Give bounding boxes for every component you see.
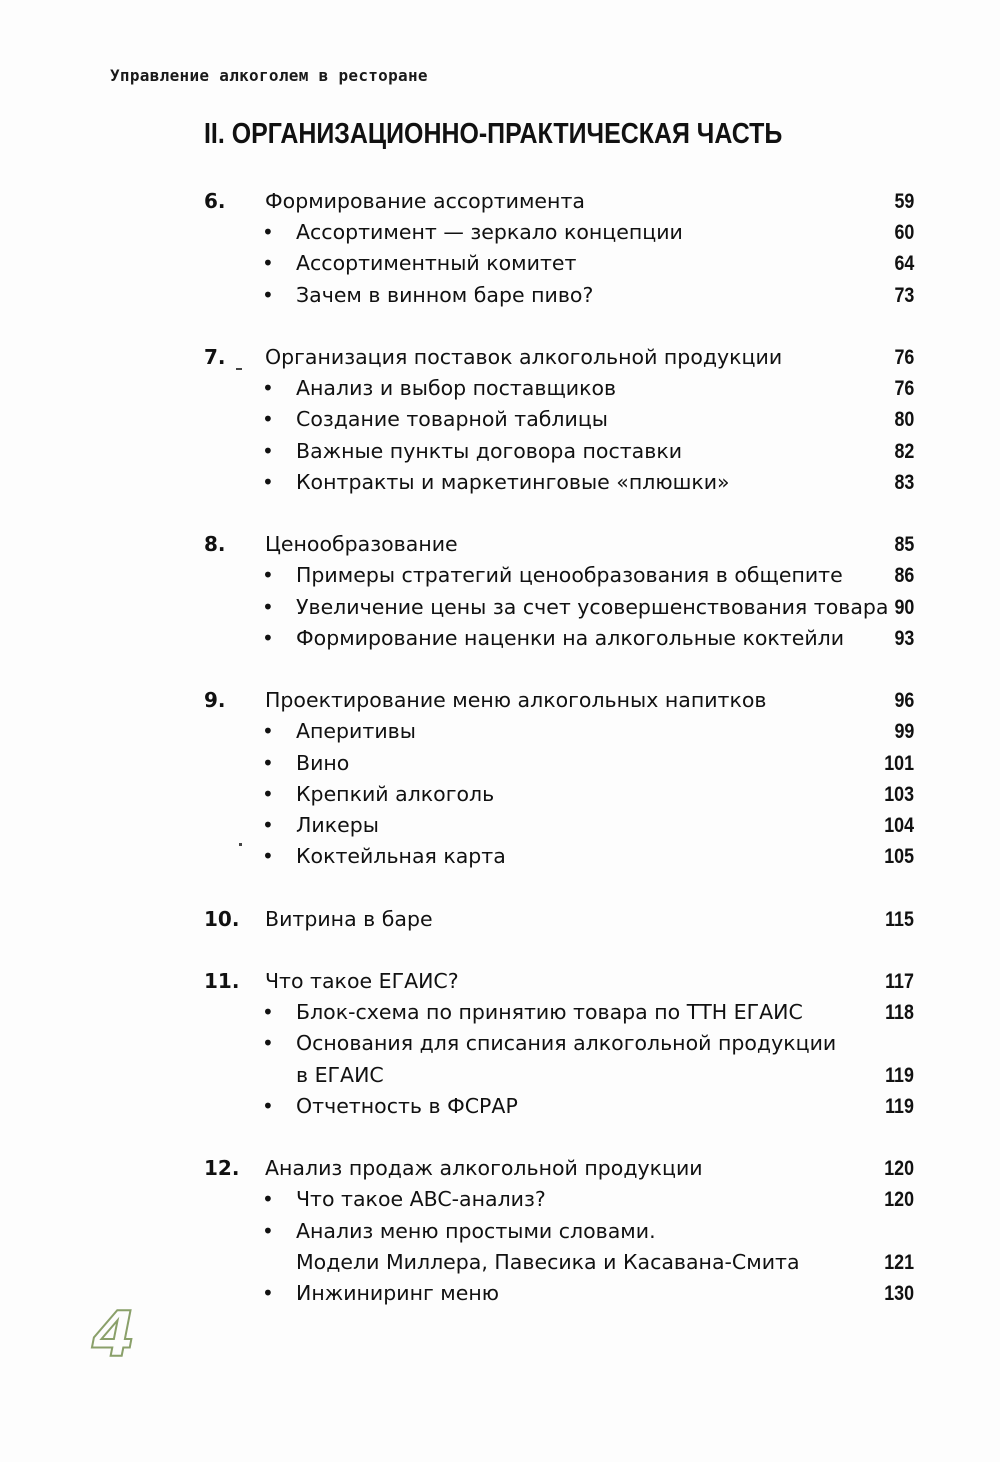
section-title: Формирование наценки на алкогольные коктейли (296, 625, 845, 650)
toc-chapter-row[interactable] (0, 186, 1000, 217)
section-title: Создание товарной таблицы (296, 407, 608, 432)
section-title: Основания для списания алкогольной продукции (296, 1031, 837, 1056)
section-title: Вино (296, 750, 350, 775)
section-page-number: 119 (885, 1063, 914, 1087)
section-title: Что такое ABC-анализ? (296, 1187, 546, 1212)
bullet-icon: • (262, 594, 274, 619)
section-page-number: 83 (894, 470, 914, 494)
bullet-icon: • (262, 1031, 274, 1056)
toc-section-row[interactable] (0, 748, 1000, 779)
toc-chapter-row[interactable] (0, 966, 1000, 997)
chapter-page-number: 115 (885, 907, 914, 931)
toc-section-row[interactable] (0, 280, 1000, 311)
bullet-icon: • (262, 251, 274, 276)
section-title: Ликеры (296, 813, 379, 837)
print-speck (236, 368, 242, 370)
toc-section-row[interactable] (0, 841, 1000, 872)
chapter-title: Витрина в баре (265, 906, 433, 931)
toc-section-row[interactable] (0, 373, 1000, 404)
section-title: Зачем в винном баре пиво? (296, 282, 594, 307)
toc-section-row[interactable] (0, 560, 1000, 591)
section-title: Ассортимент — зеркало концепции (296, 220, 683, 245)
chapter-number: 8. (204, 532, 226, 557)
chapter-page-number: 120 (884, 1157, 914, 1181)
section-page-number: 120 (884, 1188, 914, 1212)
chapter-title: Что такое ЕГАИС? (265, 969, 459, 993)
toc-section-row[interactable] (0, 1278, 1000, 1309)
bullet-icon: • (262, 1281, 274, 1305)
toc-chapter-row[interactable] (0, 529, 1000, 560)
bullet-icon: • (262, 813, 274, 837)
bullet-icon: • (262, 563, 274, 588)
toc-section-row[interactable] (0, 217, 1000, 248)
section-title: Аперитивы (296, 719, 416, 744)
section-title: Блок-схема по принятию товара по ТТН ЕГАИС (296, 1000, 803, 1025)
bullet-icon: • (262, 1187, 274, 1212)
section-page-number: 105 (884, 845, 914, 869)
section-title: Контракты и маркетинговые «плюшки» (296, 469, 730, 494)
section-title: Отчетность в ФСРАР (296, 1093, 518, 1118)
bullet-icon: • (262, 220, 274, 245)
section-title-continued: Модели Миллера, Павесика и Касавана-Смита (296, 1249, 800, 1274)
section-page-number: 118 (885, 1001, 914, 1025)
chapter-number: 10. (204, 906, 240, 931)
chapter-number: 11. (204, 969, 240, 993)
bullet-icon: • (262, 438, 274, 463)
section-page-number: 104 (884, 814, 914, 837)
toc-section-row[interactable] (0, 779, 1000, 810)
section-page-number: 90 (894, 595, 914, 619)
bullet-icon: • (262, 1000, 274, 1025)
section-title: Коктейльная карта (296, 844, 506, 869)
section-page-number: 130 (884, 1282, 914, 1305)
chapter-title: Организация поставок алкогольной продукции (265, 345, 783, 369)
chapter-number: 9. (204, 688, 226, 713)
bullet-icon: • (262, 1218, 274, 1243)
chapter-page-number: 117 (885, 970, 914, 993)
bullet-icon: • (262, 376, 274, 401)
toc-chapter-row[interactable] (0, 685, 1000, 716)
chapter-page-number: 59 (894, 190, 914, 213)
section-page-number: 101 (884, 751, 914, 775)
section-page-number: 76 (894, 377, 914, 401)
section-title: Примеры стратегий ценообразования в общепите (296, 563, 843, 588)
bullet-icon: • (262, 625, 274, 650)
section-title: Инжиниринг меню (296, 1281, 500, 1305)
section-page-number: 121 (884, 1250, 914, 1274)
section-page-number: 119 (885, 1094, 914, 1118)
section-page-number: 73 (894, 283, 914, 307)
running-head: Управление алкоголем в ресторане (110, 66, 428, 85)
section-page-number: 93 (894, 626, 914, 650)
toc-chapter-row[interactable] (0, 904, 1000, 935)
toc-section-row[interactable] (0, 436, 1000, 467)
chapter-title: Проектирование меню алкогольных напитков (265, 688, 767, 713)
toc-chapter-row[interactable] (0, 1153, 1000, 1184)
chapter-page-number: 76 (894, 346, 914, 369)
toc-section-row[interactable] (0, 997, 1000, 1028)
bullet-icon: • (262, 282, 274, 307)
chapter-page-number: 96 (894, 689, 914, 713)
toc-section-row[interactable] (0, 467, 1000, 498)
section-page-number: 80 (894, 408, 914, 432)
chapter-number: 12. (204, 1156, 240, 1181)
bullet-icon: • (262, 844, 274, 869)
toc-section-row-continued[interactable] (0, 1247, 1000, 1278)
section-page-number: 103 (884, 782, 914, 806)
section-title-continued: в ЕГАИС (296, 1062, 384, 1087)
section-page-number: 99 (894, 720, 914, 744)
toc-section-row[interactable] (0, 1216, 1000, 1247)
section-title: Анализ и выбор поставщиков (296, 376, 617, 401)
section-title: Крепкий алкоголь (296, 781, 495, 806)
bullet-icon: • (262, 719, 274, 744)
toc-section-row[interactable] (0, 1028, 1000, 1059)
section-page-number: 64 (894, 252, 914, 276)
bullet-icon: • (262, 781, 274, 806)
toc-section-row[interactable] (0, 716, 1000, 747)
bullet-icon: • (262, 1093, 274, 1118)
section-title: Анализ меню простыми словами. (296, 1218, 656, 1243)
bullet-icon: • (262, 469, 274, 494)
section-title: Важные пункты договора поставки (296, 438, 683, 463)
section-title: Ассортиментный комитет (296, 251, 577, 276)
toc-section-row[interactable] (0, 623, 1000, 654)
page-number: 4 (92, 1298, 136, 1371)
toc-section-row[interactable] (0, 1184, 1000, 1215)
toc-section-row[interactable] (0, 404, 1000, 435)
print-speck (239, 843, 242, 846)
chapter-title: Формирование ассортимента (265, 189, 585, 213)
toc-section-row[interactable] (0, 248, 1000, 279)
section-page-number: 60 (894, 221, 914, 245)
toc-section-row[interactable] (0, 810, 1000, 841)
toc-section-row[interactable] (0, 592, 1000, 623)
toc-chapter-row[interactable] (0, 342, 1000, 373)
section-page-number: 82 (894, 439, 914, 463)
bullet-icon: • (262, 750, 274, 775)
toc-section-row[interactable] (0, 1091, 1000, 1122)
section-title: Увеличение цены за счет усовершенствования товара (296, 594, 889, 619)
toc-section-row-continued[interactable] (0, 1060, 1000, 1091)
chapter-number: 7. (204, 345, 226, 369)
chapter-title: Анализ продаж алкогольной продукции (265, 1156, 703, 1181)
chapter-number: 6. (204, 189, 226, 213)
bullet-icon: • (262, 407, 274, 432)
chapter-page-number: 85 (894, 533, 914, 557)
chapter-title: Ценообразование (265, 532, 458, 557)
section-page-number: 86 (894, 564, 914, 588)
part-title: II. ОРГАНИЗАЦИОННО-ПРАКТИЧЕСКАЯ ЧАСТЬ (204, 118, 783, 150)
